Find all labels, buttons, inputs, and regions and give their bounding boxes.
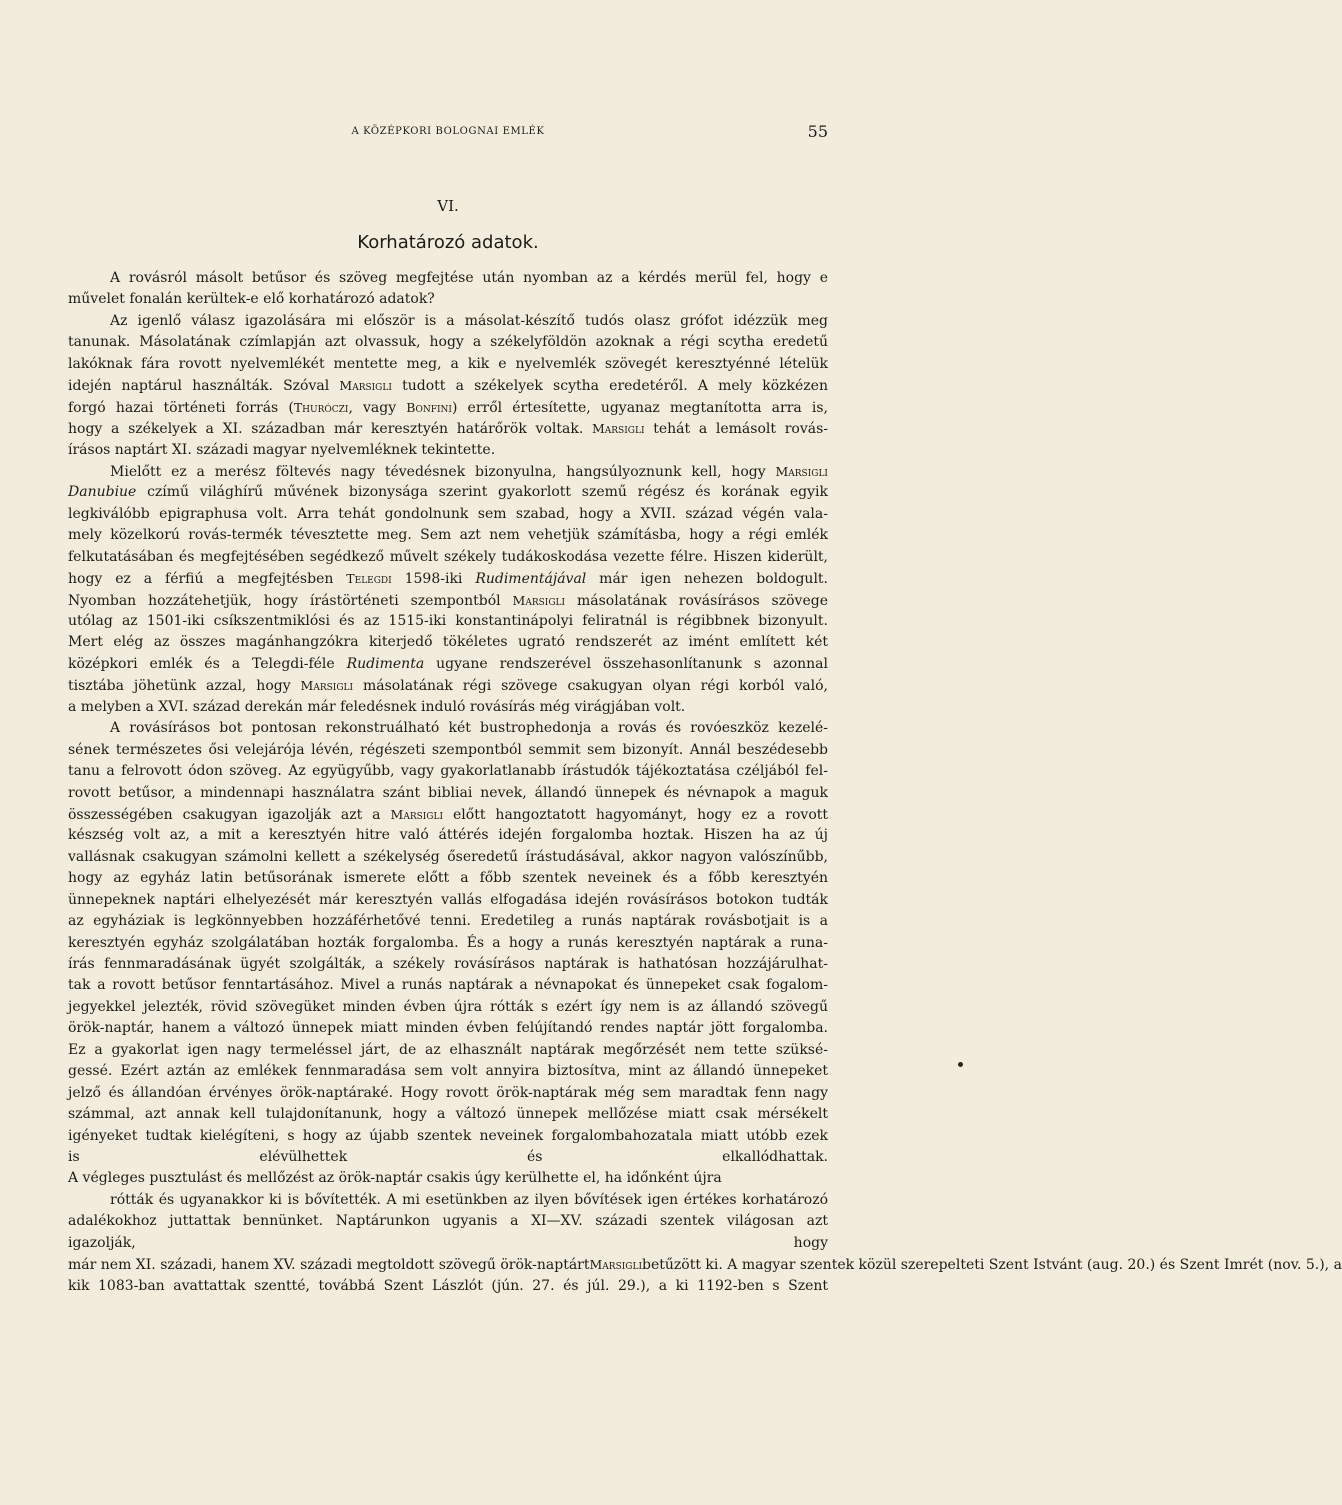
author-name: Marsigli: [589, 1257, 643, 1273]
text-line: tanunak. Másolatának czímlapján azt olvassuk, hogy a székelyföldön azoknak a régi scytha eredetű: [68, 334, 828, 351]
text-line: legkiválóbb epigraphusa volt. Arra tehát gondolnunk sem szabad, hogy a XVII. század végén vala-: [68, 505, 828, 522]
text-line: igazolják, hogy: [68, 1234, 828, 1251]
text-line: jelző és állandóan érvényes örök-naptáraké. Hogy rovott örök-naptárak még sem maradtak fenn nagy: [68, 1084, 828, 1101]
margin-bullet-mark: [958, 1062, 963, 1067]
text-line: Nyomban hozzátehetjük, hogy írástörténeti szempontból Marsigli másolatának rovásírásos szövege: [68, 592, 828, 609]
text-line: az egyháziak is legkönnyebben hozzáférhetővé tenni. Eredetileg a runás naptárak rovásbotjait is a: [68, 913, 828, 930]
text-line: középkori emlék és a Telegdi-féle Rudimenta ugyane rendszerével összehasonlítanunk s azonnal: [68, 655, 828, 672]
text-line: forgó hazai történeti forrás (Thuróczi, vagy Bonfini) erről értesítette, ugyanaz megtanította arra is,: [68, 399, 829, 416]
text-line: Mielőtt ez a merész föltevés nagy tévedésnek bizonyulna, hangsúlyoznunk kell, hogy Marsigli: [110, 463, 828, 480]
text-line: adalékokhoz juttattak bennünket. Naptárunkon ugyanis a XI—XV. századi szentek világosan azt: [68, 1213, 828, 1230]
author-name: Marsigli: [390, 806, 444, 822]
text-line: már nem XI. századi, hanem XV. századi megtoldott szövegű örök-naptártMarsiglibetűzött ki. A magyar szentek közül szerepelteti Szent Istvánt (aug. 20.) és Szent Imrét (nov. 5.), a: [68, 1257, 1342, 1274]
text-line: rótták és ugyanakkor ki is bővítették. A mi esetünkben az ilyen bővítések igen értékes korhatározó: [110, 1191, 828, 1208]
section-title: Korhatározó adatok.: [357, 232, 539, 253]
work-title: Rudimentájával: [475, 571, 587, 588]
text-line: idején naptárul használták. Szóval Marsigli tudott a székelyek scytha eredetéről. A mely közkézen: [68, 378, 828, 395]
text-line: gessé. Ezért aztán az emlékek fennmaradása sem volt annyira biztosítva, mint az állandó ünnepeket: [68, 1063, 828, 1080]
text-line: [68, 1297, 828, 1318]
text-line: keresztyén egyház szolgálatában hozták forgalomba. És a hogy a runás keresztyén naptárak a runa-: [68, 934, 828, 951]
author-name: Telegdi: [346, 571, 392, 587]
text-line: a melyben a XVI. század derekán már feledésnek induló rovásírás még virágjában volt.: [68, 698, 686, 715]
text-line: írásos naptárt XI. századi magyar nyelvemléknek tekintette.: [68, 441, 496, 458]
author-name: Thuróczi: [293, 399, 349, 415]
author-name: Marsigli: [339, 378, 392, 394]
text-line: utólag az 1501-iki csíkszentmiklósi és az 1515-iki konstantinápolyi feliratnál is régibbnek bizonyult.: [68, 613, 828, 629]
text-line: lakóknak fára rovott nyelvemlékét mentette meg, a kik e nyelvemlék szövegét keresztyénné lételük: [68, 355, 828, 372]
text-line: mely közelkorú rovás-termék tévesztette meg. Sem azt nem vehetjük számításba, hogy a régi emlék: [68, 527, 828, 544]
text-line: Az igenlő válasz igazolására mi először is a másolat-készítő tudós olasz grófot idézzük meg: [110, 312, 828, 329]
text-line: Danubiue czímű világhírű művének bizonysága szerint gyakorlott szemű régész és korának egyik: [68, 484, 828, 501]
text-line: hogy az egyház latin betűsorának ismerete előtt a főbb szentek neveinek és a főbb keresztyén: [68, 870, 828, 887]
text-line: Ez a gyakorlat igen nagy termeléssel járt, de az elhasznált naptárak megőrzését nem tette szüksé-: [68, 1041, 828, 1058]
work-title: Danubiue: [68, 484, 137, 501]
text-line: sének természetes ősi velejárója lévén, régészeti szempontból semmit sem bizonyít. Annál beszédesebb: [68, 741, 828, 758]
text-line: vallásnak csakugyan számolni kellett a székelység őseredetű írástudásával, akkor nagyon valószínűbb,: [68, 848, 828, 865]
author-name: Marsigli: [775, 463, 828, 479]
author-name: Marsigli: [512, 592, 566, 608]
text-line: rovott betűsor, a mindennapi használatra szánt bibliai nevek, állandó ünnepek és névnapok a maguk: [68, 784, 828, 801]
author-name: Bonfini: [406, 399, 452, 415]
text-line: örök-naptár, hanem a változó ünnepek miatt minden évben felújítandó rendes naptár jött forgalomba.: [68, 1020, 828, 1037]
author-name: Marsigli: [300, 678, 354, 694]
text-line: tisztába jöhetünk azzal, hogy Marsigli másolatának régi szövege csakugyan olyan régi korból való,: [68, 678, 828, 695]
text-line: tanu a felrovott ódon szöveg. Az együgyűbb, vagy gyakorlatlanabb írástudók tájékoztatása czéljából fel-: [68, 763, 828, 780]
text-line: A rovásírásos bot pontosan rekonstruálható két bustrophedonja a rovás és rovóeszköz kezelé-: [110, 720, 828, 737]
text-line: kik 1083-ban avattattak szentté, továbbá Szent Lászlót (jún. 27. és júl. 29.), a ki 1192-ben s Szent: [68, 1277, 828, 1294]
author-name: Marsigli: [591, 421, 645, 437]
text-line: hogy a székelyek a XI. században már keresztyén határőrök voltak. Marsigli tehát a lemásolt rovás-: [68, 421, 828, 438]
text-line: tak a rovott betűsor fenntartásához. Mivel a runás naptárak a névnapokat és ünnepeket csak fogalom-: [68, 977, 828, 994]
text-line: művelet fonalán kerültek-e elő korhatározó adatok?: [68, 291, 435, 308]
text-line: is elévülhettek és elkallódhattak.: [68, 1148, 828, 1165]
text-line: összességében csakugyan igazolják azt a Marsigli előtt hangoztatott hagyományt, hogy ez a rovott: [68, 806, 829, 823]
text-line: felkutatásában és megfejtésében segédkező művelt székely tudákoskodása vezette félre. Hiszen kiderült,: [68, 548, 828, 565]
text-line: írás fennmaradásának ügyét szolgálták, a székely rovásírásos naptárak is hathatósan hozzájárulhat-: [68, 956, 828, 972]
section-number: VI.: [437, 197, 459, 215]
body-text: [68, 268, 1342, 1318]
work-title: Rudimenta: [346, 655, 425, 672]
page-number: 55: [807, 122, 828, 141]
text-line: A végleges pusztulást és mellőzést az örök-naptár csakis úgy kerülhette el, ha időnként újra: [68, 1170, 722, 1187]
text-line: készség volt az, a mit a keresztyén hitre való áttérés idején forgalomba hoztak. Hiszen ha az új: [68, 827, 828, 844]
running-head: A KÖZÉPKORI BOLOGNAI EMLÉK: [351, 126, 545, 137]
text-line: igényeket tudtak kielégíteni, s hogy az újabb szentek neveinek forgalombahozatala miatt utóbb ezek: [68, 1127, 828, 1144]
text-line: Mert elég az összes magánhangzókra kiterjedő tökéletes ugrató rendszerét az imént említett két: [68, 634, 828, 651]
text-line: hogy ez a férfiú a megfejtésben Telegdi 1598-iki Rudimentájával már igen nehezen boldogult.: [68, 571, 829, 588]
text-line: A rovásról másolt betűsor és szöveg megfejtése után nyomban az a kérdés merül fel, hogy e: [110, 270, 828, 286]
text-line: ünnepeknek naptári elhelyezését már keresztyén vallás elfogadása idején rovásírásos botokon tudták: [68, 891, 828, 908]
text-line: számmal, azt annak kell tulajdonítanunk, hogy a változó ünnepek mellőzése miatt csak mérsékelt: [68, 1106, 828, 1123]
text-line: jegyekkel jelezték, rövid szövegüket minden évben újra rótták s ezért így nem is az állandó szövegű: [68, 998, 828, 1015]
